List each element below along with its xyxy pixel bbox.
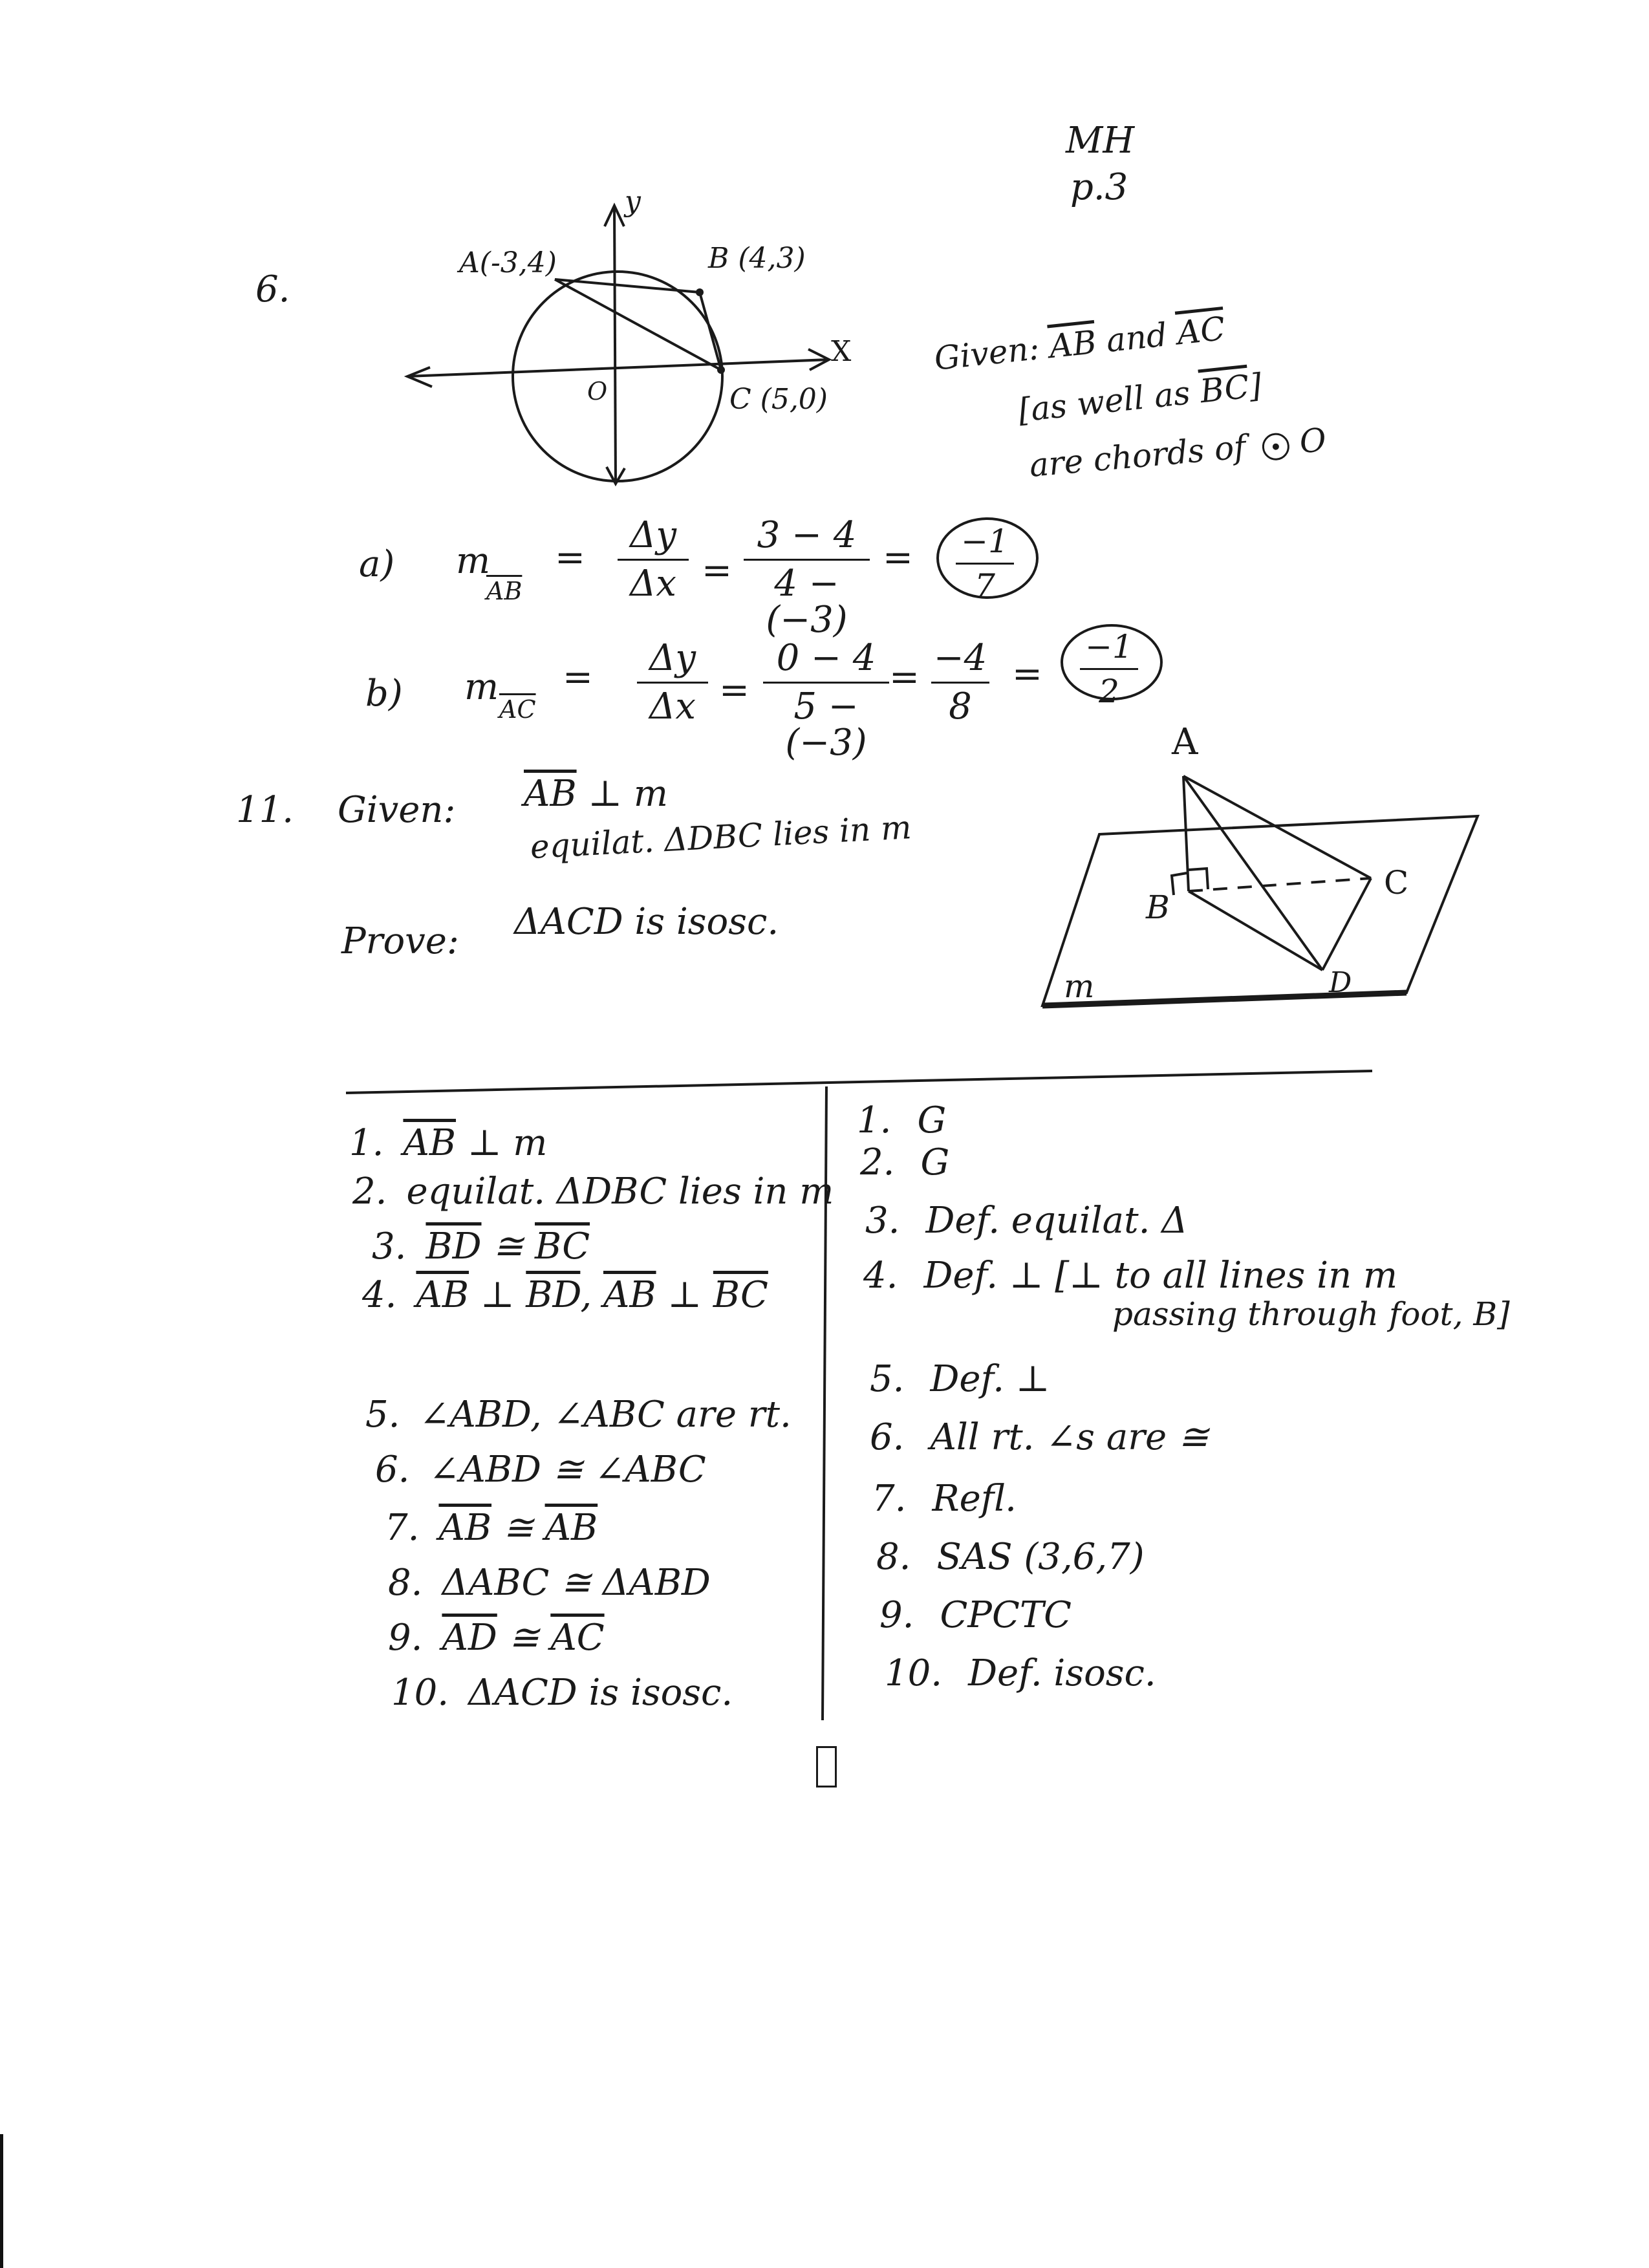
p6-given-and: and <box>1105 316 1169 360</box>
p11-given-line2: equilat. ΔDBC lies in m <box>529 808 912 866</box>
reason-number: 7. <box>872 1478 907 1520</box>
part-b-dx: Δx <box>649 686 696 728</box>
statement-number: 9. <box>388 1617 423 1659</box>
statement-text: ⊥ <box>656 1274 713 1316</box>
part-b-mid-den: 8 <box>949 686 972 728</box>
reason-number: 10. <box>885 1652 943 1694</box>
segment-name: $\overline{BD}$ <box>426 1226 482 1268</box>
part-b-ans-den: 2 <box>1099 673 1119 710</box>
part-a-eq2: = <box>702 550 732 592</box>
segment-name: $\overline{AB}$ <box>403 1122 457 1164</box>
part-a-sub: $\overline{AB}$ <box>486 577 523 605</box>
statement-number: 7. <box>385 1507 420 1549</box>
statement-number: 3. <box>372 1226 407 1268</box>
reason-number: 9. <box>879 1594 914 1636</box>
segment-name: $\overline{BD}$ <box>526 1274 581 1316</box>
part-a-eq1: = <box>555 537 585 579</box>
statement-text: ≅ <box>497 1617 551 1659</box>
reason-text: SAS (3,6,7) <box>936 1536 1145 1578</box>
part-b-eq3: = <box>889 656 920 698</box>
segment-name: $\overline{AC}$ <box>550 1617 605 1659</box>
reason-text: Refl. <box>932 1478 1017 1520</box>
reason-text: Def. isosc. <box>968 1652 1156 1694</box>
fig-label-b: B <box>1146 889 1170 926</box>
proof-statement-4 <box>362 1274 768 1316</box>
statement-number: 4. <box>362 1274 397 1316</box>
part-b-m: m <box>464 666 499 708</box>
reason-number: 3. <box>865 1200 900 1242</box>
segment-name: $\overline{AB}$ <box>544 1507 598 1549</box>
fig-label-c: C <box>1384 864 1409 902</box>
part-b-ans-num: −1 <box>1085 628 1133 665</box>
p6-given-line2-post: ] <box>1247 366 1264 405</box>
problem-11-number: 11. <box>236 789 294 831</box>
segment-name: $\overline{AB}$ <box>416 1274 469 1316</box>
segment-name: $\overline{AB}$ <box>603 1274 656 1316</box>
part-b-eq2: = <box>719 669 749 711</box>
statement-text: ΔABC ≅ ΔABD <box>442 1562 711 1604</box>
part-a-ans-den: 7 <box>975 567 995 605</box>
reason-number: 2. <box>860 1141 895 1183</box>
segment-name: $\overline{BC}$ <box>713 1274 768 1316</box>
segment-name: $\overline{AB}$ <box>438 1507 492 1549</box>
reason-text: Def. ⊥ [⊥ to all lines in m <box>923 1255 1398 1297</box>
proof-reason-4-continued: passing through foot, B] <box>1112 1295 1510 1333</box>
p11-given-label: Given: <box>338 789 456 831</box>
reason-text: All rt. ∠s are ≅ <box>930 1416 1209 1458</box>
p11-given-perp: ⊥ m <box>588 773 668 815</box>
statement-number: 2. <box>352 1171 387 1213</box>
author-initials: MH <box>1066 120 1135 162</box>
statement-text: ≅ <box>481 1226 535 1268</box>
segment-name: $\overline{BC}$ <box>535 1226 590 1268</box>
reason-number: 4. <box>863 1255 898 1297</box>
part-a-label: a) <box>359 543 395 585</box>
point-a-label: A(-3,4) <box>459 246 557 279</box>
part-a-dy: Δy <box>629 514 677 556</box>
reason-text: G <box>917 1099 947 1141</box>
part-b-eq1: = <box>563 656 593 698</box>
proof-statement-1 <box>349 1122 548 1164</box>
part-b-num: 0 − 4 <box>776 637 876 679</box>
statement-text: ΔACD is isosc. <box>468 1672 733 1714</box>
p11-prove-label: Prove: <box>341 920 459 962</box>
reason-number: 1. <box>857 1099 892 1141</box>
reason-number: 8. <box>876 1536 911 1578</box>
p6-given-seg-ac: $\overline{AC}$ <box>1175 309 1227 352</box>
proof-reason-9 <box>879 1594 1072 1636</box>
fig-label-a: A <box>1172 721 1198 763</box>
statement-number: 1. <box>349 1122 384 1164</box>
statement-text: equilat. ΔDBC lies in m <box>406 1171 834 1213</box>
fig-label-d: D <box>1329 966 1352 999</box>
statement-text: , <box>580 1274 603 1316</box>
p11-prove-text: ΔACD is isosc. <box>514 901 779 943</box>
reason-number: 6. <box>870 1416 905 1458</box>
p6-given-line2-pre: [as well as <box>1016 374 1192 429</box>
proof-statement-2 <box>352 1171 834 1213</box>
proof-reason-10 <box>885 1652 1156 1694</box>
statement-number: 8. <box>388 1562 423 1604</box>
reason-text: Def. ⊥ <box>930 1358 1050 1400</box>
proof-statement-5 <box>365 1394 792 1436</box>
fig-label-m: m <box>1064 967 1095 1005</box>
statement-number: 6. <box>375 1449 410 1491</box>
part-b-dy: Δy <box>649 637 696 679</box>
part-b-mid-num: −4 <box>933 637 987 679</box>
part-a-num: 3 − 4 <box>757 514 857 556</box>
proof-statement-8 <box>388 1562 711 1604</box>
statement-number: 5. <box>365 1394 400 1436</box>
proof-reason-5 <box>870 1358 1050 1400</box>
p6-given-circle-label: O <box>1298 420 1328 461</box>
p6-given-seg-ab: $\overline{AB}$ <box>1047 323 1099 366</box>
reason-number: 5. <box>870 1358 905 1400</box>
proof-reason-6 <box>870 1416 1209 1458</box>
scan-edge-line <box>0 2134 3 2268</box>
proof-reason-8 <box>876 1536 1145 1578</box>
p6-given-line3-text: are chords of <box>1028 427 1247 484</box>
statement-text: ∠ABD ≅ ∠ABC <box>429 1449 706 1491</box>
proof-statement-9 <box>388 1617 605 1659</box>
reason-text: CPCTC <box>940 1594 1072 1636</box>
y-axis-label: y <box>625 185 641 218</box>
part-a-ans-num: −1 <box>961 523 1009 560</box>
proof-statement-6 <box>375 1449 706 1491</box>
point-b-label: B (4,3) <box>708 242 806 275</box>
part-b-label: b) <box>365 673 403 715</box>
part-a-dx: Δx <box>629 563 677 605</box>
part-a-m: m <box>456 540 491 582</box>
origin-label: O <box>587 377 608 405</box>
proof-reason-2 <box>860 1141 950 1183</box>
p6-given-prefix: Given: <box>932 329 1041 378</box>
proof-statement-10 <box>391 1672 733 1714</box>
problem-6-number: 6. <box>255 268 290 310</box>
statement-text: ⊥ m <box>456 1122 548 1164</box>
reason-text: Def. equilat. Δ <box>925 1200 1188 1242</box>
part-a-den: 4 − (−3) <box>766 563 848 641</box>
proof-reason-4 <box>863 1255 1398 1297</box>
statement-text: ≅ <box>491 1507 545 1549</box>
proof-reason-1 <box>857 1099 947 1141</box>
qed-box-icon <box>816 1746 837 1787</box>
part-b-eq4: = <box>1012 653 1042 695</box>
statement-text: ⊥ <box>469 1274 526 1316</box>
proof-statement-3 <box>372 1226 590 1268</box>
point-c-label: C (5,0) <box>729 383 828 416</box>
p11-given-seg-ab: $\overline{AB}$ <box>524 773 577 815</box>
part-b-den: 5 − (−3) <box>785 686 867 764</box>
proof-reason-7 <box>872 1478 1017 1520</box>
page-number: p.3 <box>1070 166 1128 208</box>
statement-text: ∠ABD, ∠ABC are rt. <box>419 1394 792 1436</box>
reason-text: G <box>920 1141 950 1183</box>
segment-name: $\overline{AD}$ <box>442 1617 497 1659</box>
p6-given-seg-bc: $\overline{BC}$ <box>1198 367 1251 411</box>
proof-statement-7 <box>385 1507 598 1549</box>
part-a-eq3: = <box>883 537 913 579</box>
statement-number: 10. <box>391 1672 449 1714</box>
proof-reason-3 <box>865 1200 1188 1242</box>
x-axis-label: X <box>831 335 852 368</box>
part-b-sub: $\overline{AC}$ <box>499 695 536 724</box>
